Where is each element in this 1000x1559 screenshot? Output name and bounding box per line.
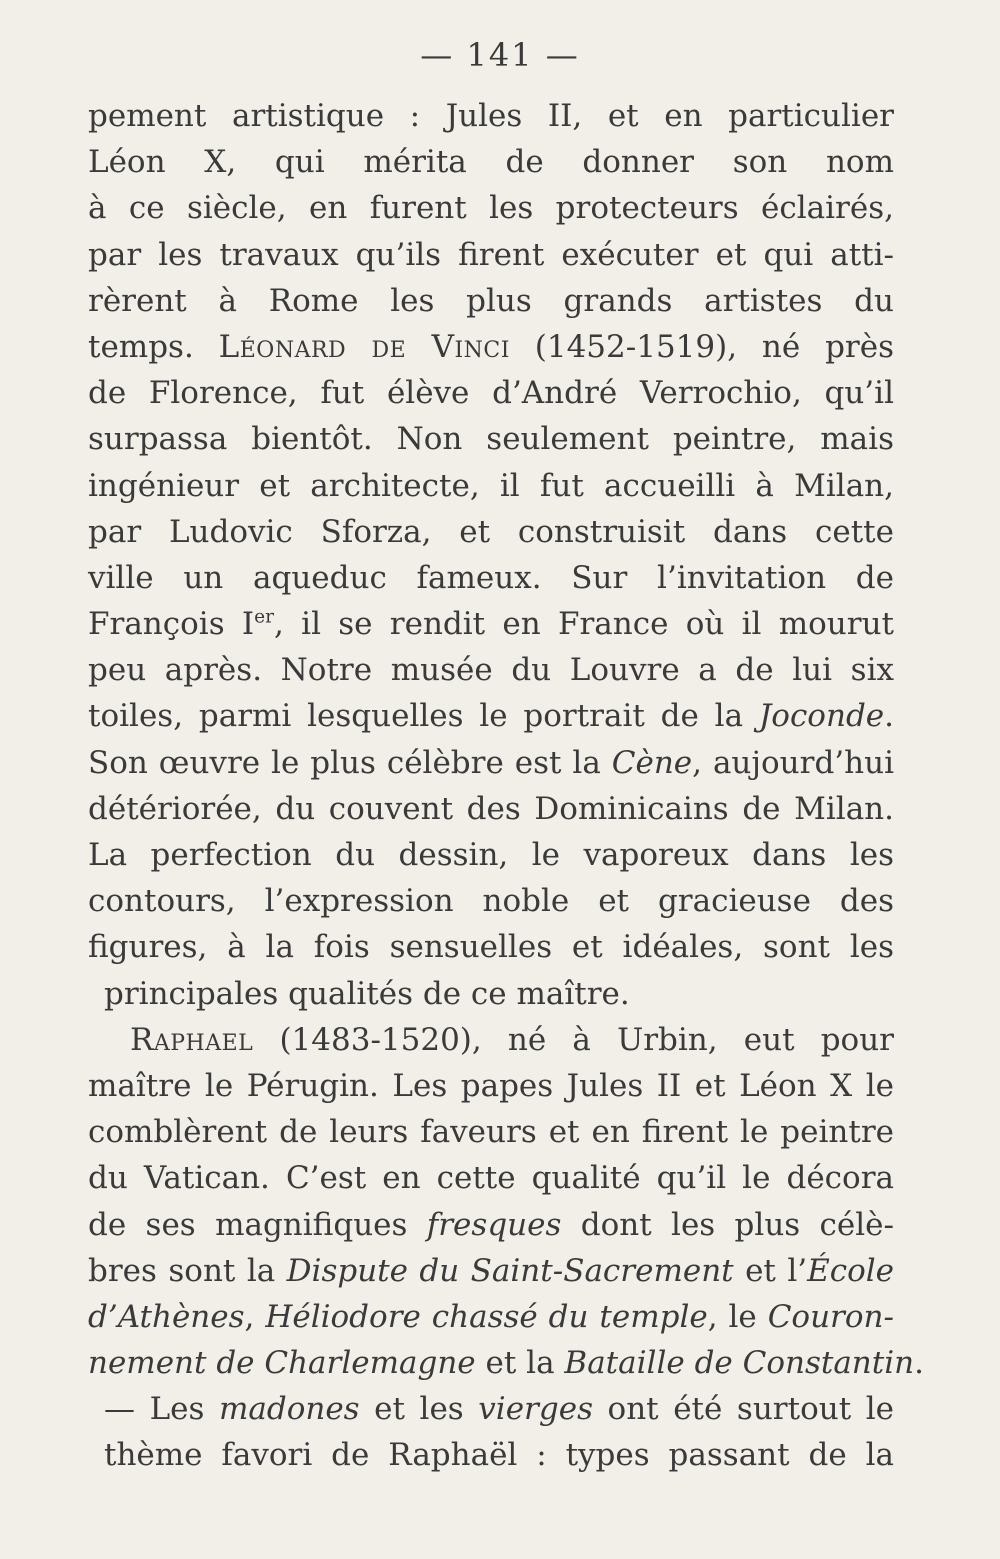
text-run: toiles, parmi lesquelles le portrait de la <box>88 698 759 735</box>
text-line <box>88 693 894 739</box>
text-run: , le <box>707 1298 768 1335</box>
text-run: bres sont la <box>88 1252 287 1289</box>
text-line <box>88 1386 894 1432</box>
text-run: — Les <box>104 1391 219 1428</box>
text-line: contours, l’expression noble et gracieuse des <box>88 883 894 920</box>
text-run: et les <box>359 1391 479 1428</box>
text-line <box>88 324 894 370</box>
text-line: peu après. Notre musée du Louvre a de lui six <box>88 652 894 689</box>
text-run: et l’ <box>733 1252 808 1289</box>
text-line: par Ludovic Sforza, et construisit dans cette <box>88 513 894 550</box>
text-line: pement artistique : Jules II, et en particulier <box>88 98 894 134</box>
text-line <box>88 1202 894 1248</box>
text-line <box>88 1248 894 1294</box>
text-run: (1483-1520), né à Urbin, eut pour <box>253 1021 894 1058</box>
text-run: François I <box>88 606 255 643</box>
text-run: temps. <box>88 328 219 365</box>
text-line: ingénieur et architecte, il fut accueilli à Milan, <box>88 467 894 504</box>
title-cene: Cène <box>611 744 693 781</box>
text-line: principales qualités de ce maître. <box>104 975 630 1012</box>
text-run: . <box>884 698 894 735</box>
text-line: du Vatican. C’est en cette qualité qu’il le décora <box>88 1160 894 1197</box>
text-run: et la <box>475 1345 565 1382</box>
title-couronnement: Couron- <box>767 1298 894 1335</box>
body-text <box>88 93 924 1479</box>
title-joconde: Joconde <box>758 698 885 735</box>
text-line: de Florence, fut élève d’André Verrochio, qu’il <box>88 375 894 412</box>
title-bataille: Bataille de Constantin <box>564 1345 915 1382</box>
term-madones: madones <box>218 1391 360 1428</box>
text-run: , il se rendit en France où il mourut <box>274 606 894 643</box>
text-run: Son œuvre le plus célèbre est la <box>88 744 612 781</box>
text-line: thème favori de Raphaël : types passant de la <box>104 1437 894 1474</box>
title-ecole: École <box>807 1252 895 1289</box>
text-line <box>88 740 894 786</box>
text-line: La perfection du dessin, le vaporeux dans les <box>88 837 894 873</box>
text-line <box>88 1017 894 1063</box>
title-dispute: Dispute du Saint-Sacrement <box>286 1252 734 1289</box>
text-line: détériorée, du couvent des Dominicains de Milan. <box>88 790 894 827</box>
text-line: surpassa bientôt. Non seulement peintre, mais <box>88 421 894 458</box>
text-line: ville un aqueduc fameux. Sur l’invitation de <box>88 559 894 596</box>
title-athenes: d’Athènes <box>88 1298 245 1335</box>
text-line <box>88 601 894 647</box>
name-leonard-de-vinci: Léonard de Vinci <box>218 328 510 365</box>
name-raphael: Raphael <box>130 1021 254 1058</box>
text-line: figures, à la fois sensuelles et idéales, sont les <box>88 929 894 966</box>
text-run: (1452-1519), né près <box>509 328 894 365</box>
text-run: , aujourd’hui <box>692 744 894 781</box>
text-line: maître le Pérugin. Les papes Jules II et Léon X le <box>88 1067 894 1104</box>
term-vierges: vierges <box>478 1391 593 1428</box>
text-line <box>88 1340 924 1386</box>
text-run: , <box>244 1298 266 1335</box>
title-heliodore: Héliodore chassé du temple <box>265 1298 708 1335</box>
text-line: comblèrent de leurs faveurs et en firent le peintre <box>88 1114 894 1151</box>
superscript: er <box>254 606 275 628</box>
text-run: de ses magnifiques <box>88 1206 427 1243</box>
text-line: à ce siècle, en furent les protecteurs éclairés, <box>88 190 894 227</box>
text-line: par les travaux qu’ils firent exécuter et qui atti- <box>88 236 894 273</box>
text-run: ont été surtout le <box>592 1391 894 1428</box>
text-line: Léon X, qui mérita de donner son nom <box>88 144 894 181</box>
text-line: rèrent à Rome les plus grands artistes du <box>88 282 894 319</box>
text-line <box>88 1294 894 1340</box>
text-run: . <box>914 1345 924 1382</box>
text-run: dont les plus célè- <box>561 1206 894 1243</box>
title-charlemagne: nement de Charlemagne <box>88 1345 476 1382</box>
term-fresques: fresques <box>426 1206 562 1243</box>
page-number: — 141 — <box>420 36 580 74</box>
